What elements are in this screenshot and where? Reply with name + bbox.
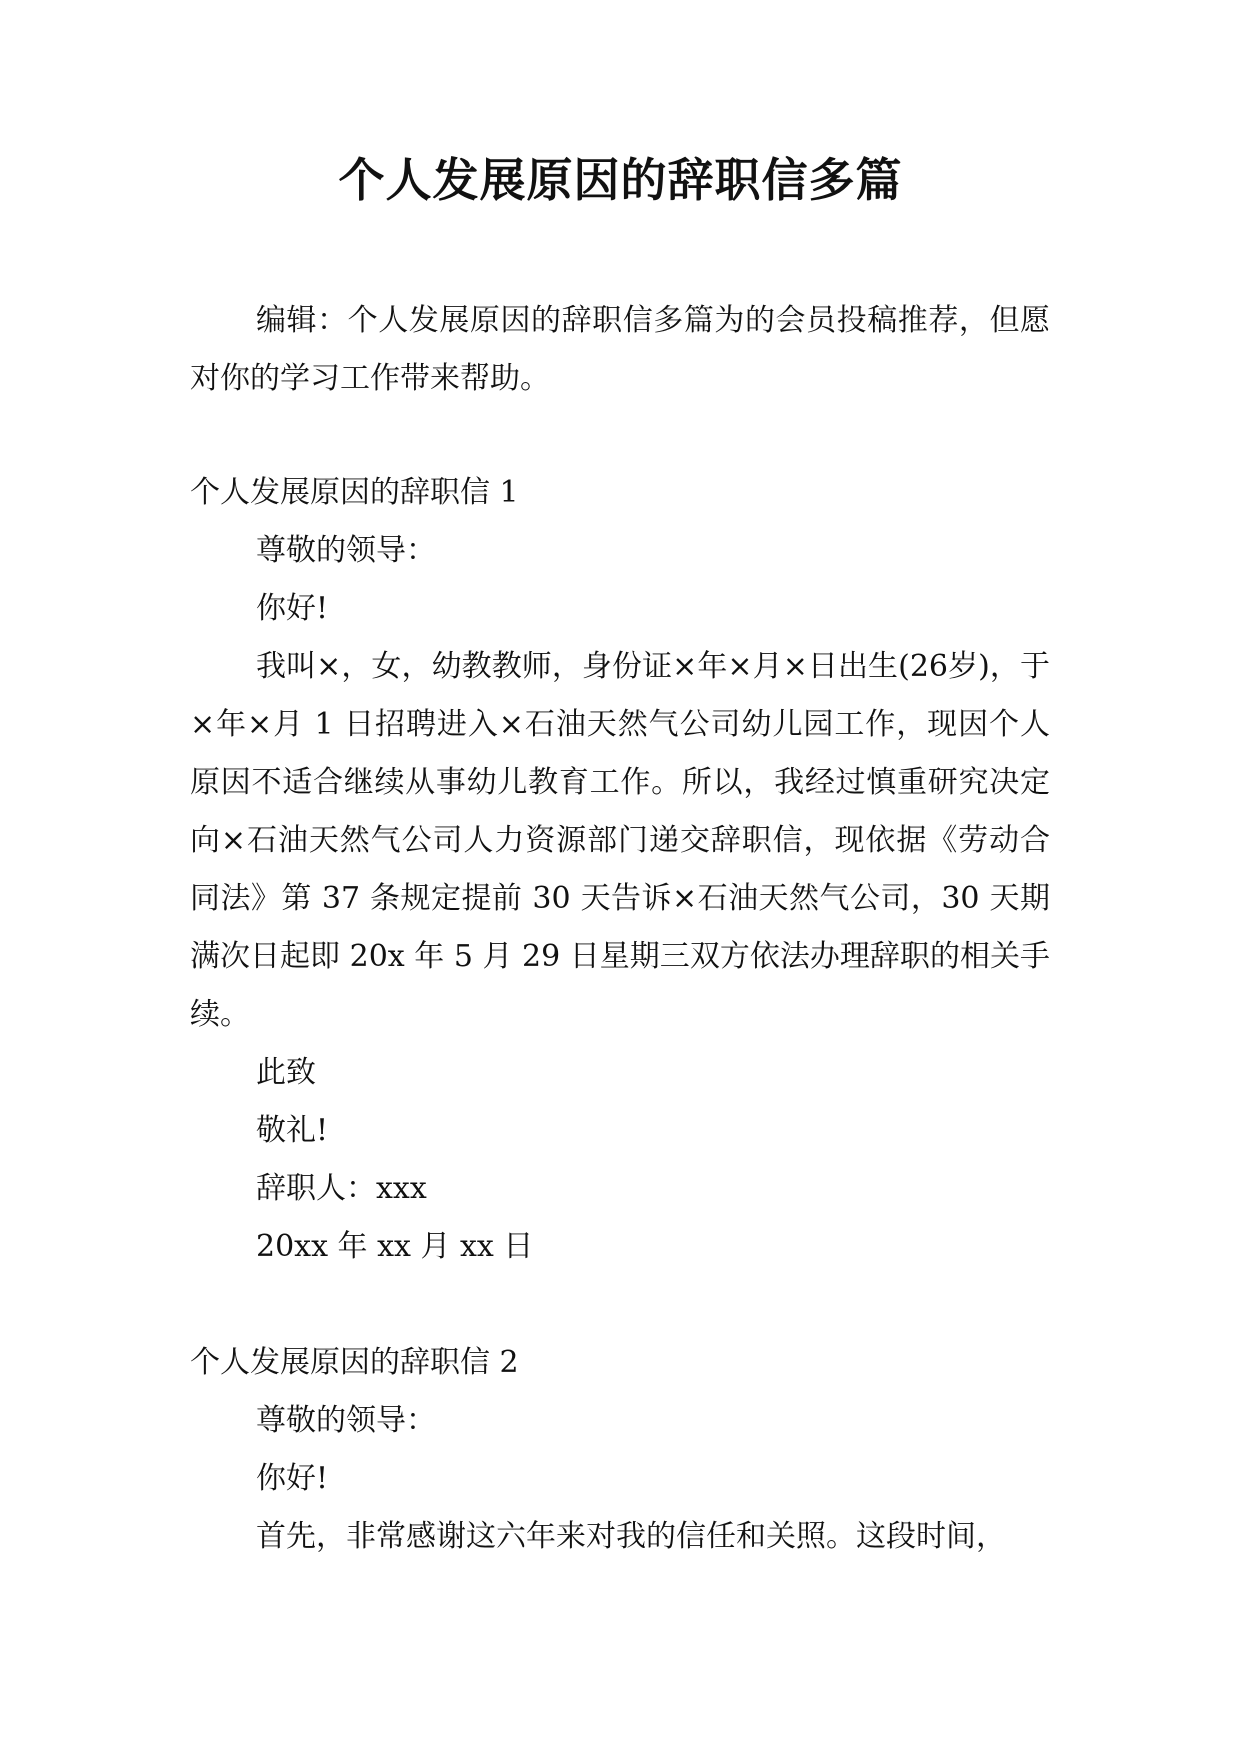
letter-1-body: 我叫×，女，幼教教师，身份证×年×月×日出生(26岁)，于×年×月 1 日招聘进入×石油天然气公司幼儿园工作，现因个人原因不适合继续从事幼儿教育工作。所以，我经过慎重研究决定向×石油天然气公司人力资源部门递交辞职信，现依据《劳动合同法》第 37 条规定提前 30 天告诉×石油天然气公司，30 天期满次日起即 20x 年 5 月 29 日星期三双方依法办理辞职的相关手续。 [190, 649, 1050, 1032]
letter-1-signature: 辞职人：xxx [256, 1171, 427, 1206]
letter-1-date: 20xx 年 xx 月 xx 日 [256, 1229, 534, 1264]
letter-1-salutation: 尊敬的领导： [256, 533, 436, 568]
document-title: 个人发展原因的辞职信多篇 [338, 153, 903, 207]
letter-2-greeting: 你好! [256, 1461, 329, 1496]
letter-1-closing-2: 敬礼! [256, 1113, 329, 1148]
letter-2-heading: 个人发展原因的辞职信 2 [190, 1345, 519, 1380]
letter-2-salutation: 尊敬的领导： [256, 1403, 436, 1438]
letter-1-closing-1: 此致 [256, 1055, 316, 1090]
letter-1-greeting: 你好! [256, 591, 329, 626]
intro-paragraph: 编辑：个人发展原因的辞职信多篇为的会员投稿推荐，但愿对你的学习工作带来帮助。 [190, 303, 1050, 396]
letter-1-heading: 个人发展原因的辞职信 1 [190, 475, 519, 510]
letter-2-body: 首先，非常感谢这六年来对我的信任和关照。这段时间， [256, 1519, 1006, 1554]
